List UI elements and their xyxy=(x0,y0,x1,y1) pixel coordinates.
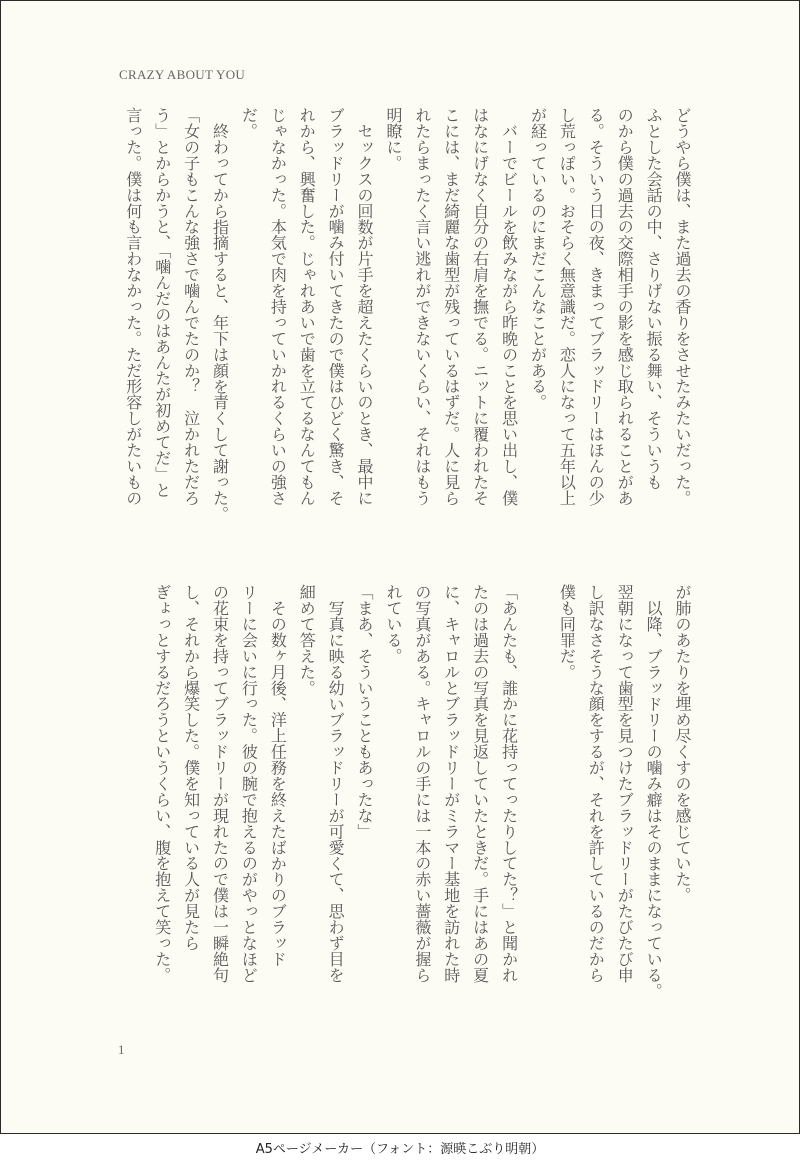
text-line: 「女の子もこんな強さで噛んでたのか？ 泣かれただろ xyxy=(181,107,201,506)
text-line: その数ヶ月後、洋上任務を終えたばかりのブラッド xyxy=(268,600,288,967)
text-line: のから僕の過去の交際相手の影を感じ取られることがあ xyxy=(615,107,635,506)
footer-caption: A5ページメーカー（フォント：源暎こぶり明朝） xyxy=(255,1142,545,1157)
text-line: セックスの回数が片手を超えたくらいのとき、最中に xyxy=(355,123,375,506)
text-line: 終わってから指摘すると、年下は顔を青くして謝った。 xyxy=(210,123,230,522)
running-header: CRAZY ABOUT YOU xyxy=(119,67,246,82)
text-line: はなにげなく自分の右肩を撫でる。ニットに覆われたそ xyxy=(470,107,490,506)
text-line: 言った。僕は何も言わなかった。ただ形容しがたいもの xyxy=(123,107,143,506)
text-line: る。そういう日の夜、きまってブラッドリーはほんの少 xyxy=(586,107,606,506)
text-line: こには、まだ綺麗な歯型が残っているはずだ。人に見ら xyxy=(441,107,461,506)
text-line: 「まあ、そういうこともあったな」 xyxy=(355,584,375,840)
text-line: リーに会いに行った。彼の腕で抱えるのがやっとなほど xyxy=(239,584,259,983)
text-line: どうやら僕は、また過去の香りをさせたみたいだった。 xyxy=(673,107,692,506)
text-line: 「あんたも、誰かに花持ってったりしてた？」と聞かれ xyxy=(499,584,519,983)
text-line: の写真がある。キャロルの手には一本の赤い薔薇が握ら xyxy=(412,584,432,983)
text-line: う」とからかうと、「噛んだのはあんたが初めてだ」と xyxy=(152,107,172,498)
text-line: 写真に映る幼いブラッドリーが可愛くて、思わず目を xyxy=(326,600,346,983)
text-line: の花束を持ってブラッドリーが現れたので僕は一瞬絶句 xyxy=(210,584,230,983)
text-line: 細めて答えた。 xyxy=(297,584,317,696)
text-line: ふとした会話の中、さりげない振る舞い、そういうも xyxy=(644,107,664,490)
text-line: ぎょっとするだろうというくらい、腹を抱えて笑った。 xyxy=(152,584,172,983)
text-line: れている。 xyxy=(383,584,403,664)
text-line: に、キャロルとブラッドリーがミラマー基地を訪れた時 xyxy=(441,584,461,983)
text-line xyxy=(523,584,552,1024)
text-line: 明瞭に。 xyxy=(383,107,403,171)
upper-text-block xyxy=(118,107,696,547)
text-line: 翌朝になって歯型を見つけたブラッドリーがたびたび申 xyxy=(615,584,635,983)
text-line: 以降、ブラッドリーの噛み癖はそのままになっている。 xyxy=(644,600,664,999)
text-line: し訳なさそうな顔をするが、それを許しているのだから xyxy=(586,584,606,983)
text-line: じゃなかった。本気で肉を持っていかれるくらいの強さ xyxy=(268,107,288,506)
text-line: し荒っぽい。おそらく無意識だ。恋人になって五年以上 xyxy=(557,107,577,506)
text-line: 僕も同罪だ。 xyxy=(557,584,577,680)
text-line: れたらまったく言い逃れができないくらい、それはもう xyxy=(412,107,432,506)
text-line: が経っているのにまだこんなことがある。 xyxy=(528,107,548,411)
text-line: れから、興奮した。じゃれあいで歯を立てるなんてもん xyxy=(297,107,317,506)
page-number: 1 xyxy=(118,1042,125,1057)
text-line: たのは過去の写真を見返していたときだ。手にはあの夏 xyxy=(470,584,490,983)
lower-text-block xyxy=(118,584,696,1024)
text-line: バーでビールを飲みながら昨晩のことを思い出し、僕 xyxy=(499,123,519,506)
text-line: ブラッドリーが噛み付いてきたので僕はひどく驚き、そ xyxy=(326,107,346,506)
text-line: が肺のあたりを埋め尽くすのを感じていた。 xyxy=(673,584,692,904)
text-line: し、それから爆笑した。僕を知っている人が見たら xyxy=(181,584,201,951)
text-line: だ。 xyxy=(239,107,259,139)
